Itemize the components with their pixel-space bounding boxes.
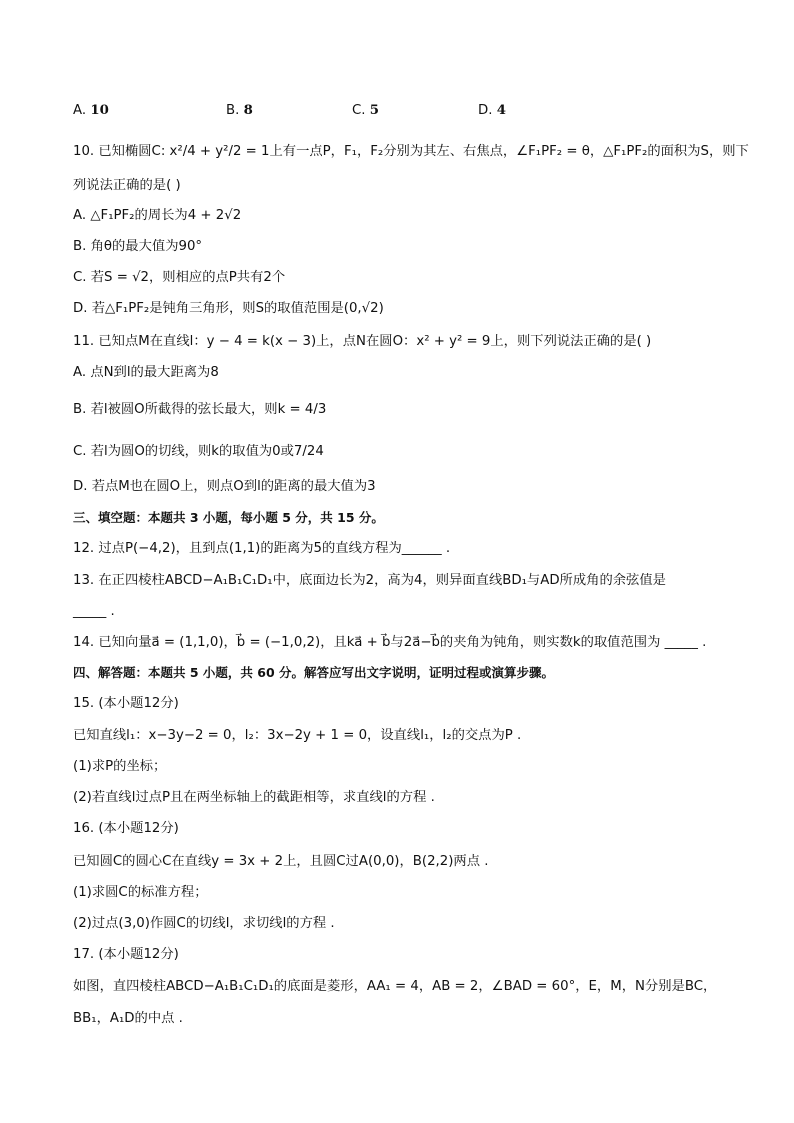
q10-option-d: D. 若△F₁PF₂是钝角三角形，则S的取值范围是(0,√2) bbox=[73, 301, 384, 316]
q16-title: 16. (本小题12分) bbox=[73, 821, 179, 836]
section-3-heading: 三、填空题：本题共 3 小题，每小题 5 分，共 15 分。 bbox=[73, 510, 384, 525]
q17-given-continued: BB₁，A₁D的中点 . bbox=[73, 1011, 183, 1026]
q11-option-c: C. 若l为圆O的切线，则k的取值为0或7/24 bbox=[73, 444, 324, 459]
section-4-heading: 四、解答题：本题共 5 小题，共 60 分。解答应写出文字说明，证明过程或演算步骤。 bbox=[73, 665, 555, 680]
q10-option-a: A. △F₁PF₂的周长为4 + 2√2 bbox=[73, 208, 242, 223]
q14: 14. 已知向量a⃗ = (1,1,0)，b⃗ = (−1,0,2)，且ka⃗ + b⃗与2a⃗−b⃗的夹角为钝角，则实数k的取值范围为 _____ . bbox=[73, 635, 707, 650]
q17-title: 17. (本小题12分) bbox=[73, 947, 179, 962]
q13: 13. 在正四棱柱ABCD−A₁B₁C₁D₁中，底面边长为2，高为4，则异面直线BD₁与AD所成角的余弦值是 bbox=[73, 573, 666, 588]
q10-option-c: C. 若S = √2，则相应的点P共有2个 bbox=[73, 270, 286, 285]
q10-option-b: B. 角θ的最大值为90° bbox=[73, 239, 203, 254]
q15-title: 15. (本小题12分) bbox=[73, 696, 179, 711]
q15-given: 已知直线l₁：x−3y−2 = 0，l₂：3x−2y + 1 = 0，设直线l₁，l₂的交点为P . bbox=[73, 728, 522, 743]
q11-stem: 11. 已知点M在直线l：y − 4 = k(x − 3)上，点N在圆O：x² + y² = 9上，则下列说法正确的是( ) bbox=[73, 334, 652, 349]
q10-stem-continued: 列说法正确的是( ) bbox=[73, 178, 181, 193]
q9-option-d: D. 4 bbox=[478, 103, 506, 118]
q16-part-1: (1)求圆C的标准方程； bbox=[73, 885, 208, 900]
q9-option-a: A. 10 bbox=[73, 103, 109, 118]
q16-given: 已知圆C的圆心C在直线y = 3x + 2上，且圆C过A(0,0)，B(2,2)两点 . bbox=[73, 854, 489, 869]
q12: 12. 过点P(−4,2)，且到点(1,1)的距离为5的直线方程为______ . bbox=[73, 541, 451, 556]
q11-option-b: B. 若l被圆O所截得的弦长最大，则k = 4/3 bbox=[73, 402, 327, 417]
q11-option-d: D. 若点M也在圆O上，则点O到l的距离的最大值为3 bbox=[73, 479, 376, 494]
q15-part-2: (2)若直线l过点P且在两坐标轴上的截距相等，求直线l的方程 . bbox=[73, 790, 435, 805]
q16-part-2: (2)过点(3,0)作圆C的切线l，求切线l的方程 . bbox=[73, 916, 335, 931]
q9-option-b: B. 8 bbox=[226, 103, 253, 118]
q17-given: 如图，直四棱柱ABCD−A₁B₁C₁D₁的底面是菱形，AA₁ = 4，AB = 2，∠BAD = 60°，E，M，N分别是BC， bbox=[73, 979, 717, 994]
q15-part-1: (1)求P的坐标； bbox=[73, 759, 167, 774]
q9-option-c: C. 5 bbox=[352, 103, 380, 118]
q11-option-a: A. 点N到l的最大距离为8 bbox=[73, 365, 219, 380]
q10-stem: 10. 已知椭圆C: x²/4 + y²/2 = 1上有一点P，F₁，F₂分别为其左、右焦点，∠F₁PF₂ = θ，△F₁PF₂的面积为S，则下 bbox=[73, 144, 749, 159]
q13-blank: _____ . bbox=[73, 604, 115, 619]
